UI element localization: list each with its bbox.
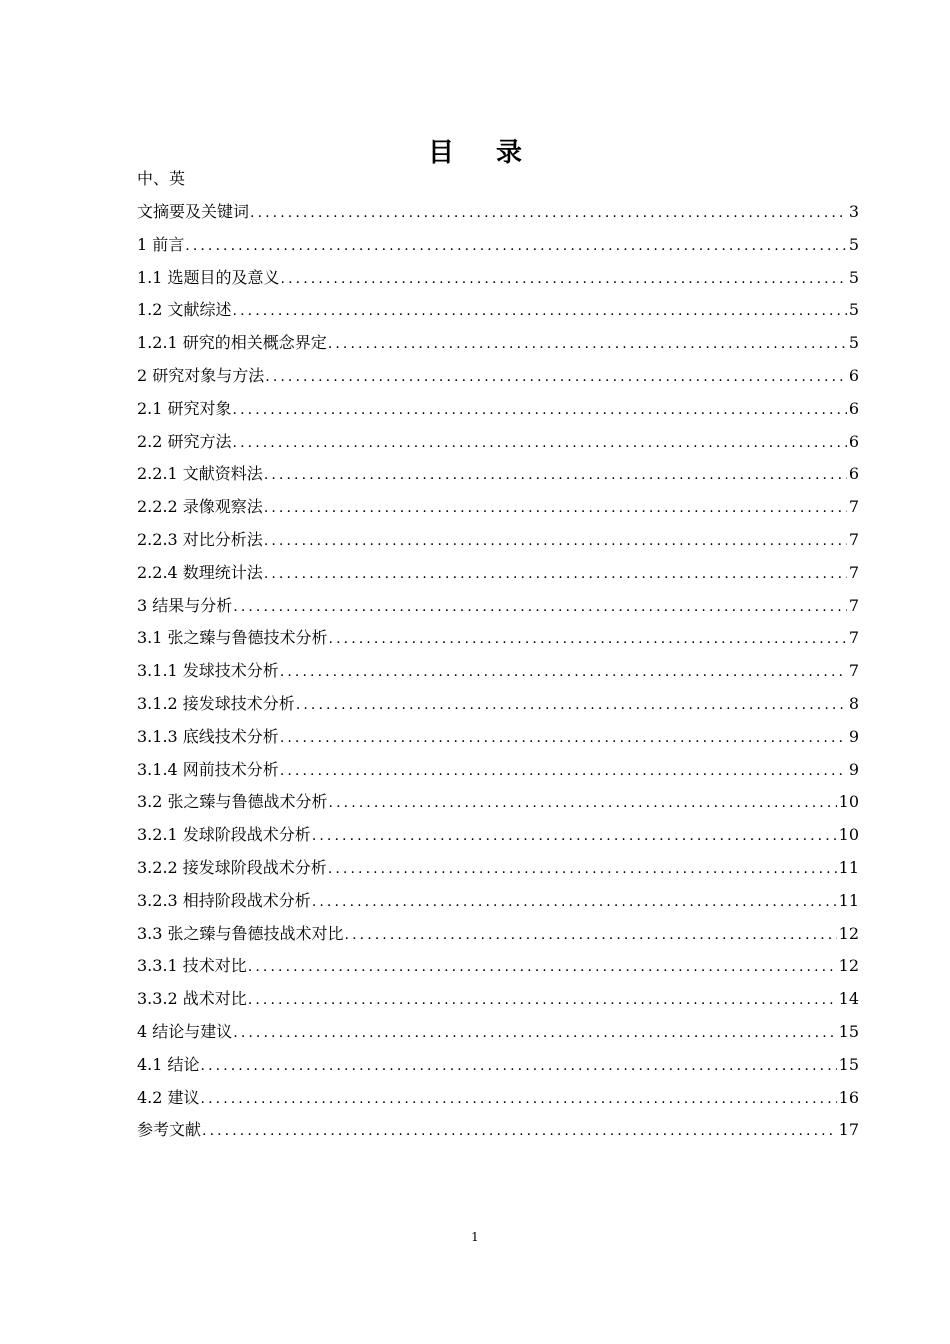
toc-dot-leader	[201, 1050, 837, 1083]
toc-entry	[137, 786, 859, 819]
toc-entry-label: 3.1.2 接发球技术分析	[137, 693, 295, 713]
toc-entry-label: 3.2.1 发球阶段战术分析	[137, 825, 311, 845]
toc-entry	[137, 950, 859, 983]
toc-dot-leader	[233, 295, 847, 328]
toc-entry-label: 2.2.1 文献资料法	[137, 464, 263, 484]
page-title: 目录	[427, 138, 564, 168]
toc-entry-label: 2 研究对象与方法	[137, 365, 265, 385]
toc-prefix-line: 中、英	[137, 169, 186, 188]
toc-entry	[137, 1049, 859, 1082]
toc-entry-page: 7	[848, 595, 859, 615]
toc-dot-leader	[280, 656, 847, 689]
toc-entry	[137, 655, 859, 688]
toc-entry-page: 9	[848, 726, 859, 746]
toc-dot-leader	[264, 492, 847, 525]
page-number: 1	[471, 1230, 479, 1244]
toc-entry	[137, 754, 859, 787]
toc-entry-label: 1.2 文献综述	[137, 300, 232, 320]
toc-entry-page: 7	[848, 562, 859, 582]
toc-entry	[137, 885, 859, 918]
toc-dot-leader	[329, 623, 847, 656]
toc-dot-leader	[280, 722, 847, 755]
toc-entry	[137, 393, 859, 426]
toc-entry-page: 7	[848, 661, 859, 681]
toc-entry-page: 16	[838, 1087, 859, 1107]
toc-entry-label: 4.1 结论	[137, 1054, 200, 1074]
toc-entry-page: 6	[848, 464, 859, 484]
toc-dot-leader	[233, 1017, 836, 1050]
toc-entry-page: 7	[848, 628, 859, 648]
toc-entry-page: 6	[848, 398, 859, 418]
toc-entry-label: 3.3 张之臻与鲁德技战术对比	[137, 923, 344, 943]
toc-entry-page: 11	[838, 890, 859, 910]
toc-dot-leader	[264, 459, 847, 492]
toc-entry	[137, 360, 859, 393]
toc-entry-page: 7	[848, 529, 859, 549]
toc-entry-page: 15	[838, 1054, 859, 1074]
toc-entry-label: 参考文献	[137, 1120, 202, 1140]
toc-entry	[137, 491, 859, 524]
toc-entry-label: 文摘要及关键词	[137, 202, 250, 221]
toc-entry	[137, 1114, 859, 1147]
toc-entry-page: 8	[848, 693, 859, 713]
toc-entry	[137, 852, 859, 885]
toc-entry-page: 7	[848, 497, 859, 517]
toc-entry	[137, 688, 859, 721]
toc-dot-leader	[248, 984, 837, 1017]
toc-entry-page: 5	[848, 267, 859, 287]
toc-entry-label: 4.2 建议	[137, 1087, 200, 1107]
toc-entry-page: 15	[838, 1021, 859, 1041]
toc-entry	[137, 262, 859, 295]
toc-dot-leader	[296, 689, 847, 722]
toc-dot-leader	[265, 361, 847, 394]
toc-dot-leader	[328, 853, 837, 886]
table-of-contents	[137, 196, 859, 1147]
toc-entry-page: 6	[848, 365, 859, 385]
toc-entry-page: 11	[838, 857, 859, 877]
toc-dot-leader	[233, 394, 847, 427]
toc-entry	[137, 721, 859, 754]
toc-entry-label: 1 前言	[137, 234, 185, 254]
toc-entry-label: 3.2.2 接发球阶段战术分析	[137, 857, 327, 877]
toc-entry	[137, 196, 859, 229]
toc-entry-label: 1.1 选题目的及意义	[137, 267, 280, 287]
toc-entry-label: 2.2.2 录像观察法	[137, 497, 263, 517]
toc-entry-page: 12	[838, 956, 859, 976]
toc-entry-label: 3 结果与分析	[137, 595, 233, 615]
toc-entry-page: 5	[848, 300, 859, 320]
toc-entry	[137, 1016, 859, 1049]
toc-entry-label: 3.2.3 相持阶段战术分析	[137, 890, 311, 910]
toc-entry-label: 3.1.1 发球技术分析	[137, 661, 279, 681]
toc-entry	[137, 557, 859, 590]
toc-dot-leader	[312, 886, 837, 919]
toc-dot-leader	[264, 525, 847, 558]
toc-entry-label: 3.2 张之臻与鲁德战术分析	[137, 792, 328, 812]
toc-dot-leader	[281, 263, 847, 296]
toc-dot-leader	[233, 427, 847, 460]
toc-entry-page: 17	[838, 1120, 859, 1140]
toc-entry-page: 14	[838, 989, 859, 1009]
toc-entry	[137, 1082, 859, 1115]
toc-entry	[137, 622, 859, 655]
toc-dot-leader	[250, 197, 847, 230]
toc-entry-page: 10	[838, 792, 859, 812]
toc-entry	[137, 983, 859, 1016]
toc-entry-label: 2.2.4 数理统计法	[137, 562, 263, 582]
toc-entry	[137, 426, 859, 459]
toc-entry-label: 3.1 张之臻与鲁德技术分析	[137, 628, 328, 648]
toc-entry-label: 3.1.3 底线技术分析	[137, 726, 279, 746]
toc-dot-leader	[248, 951, 837, 984]
toc-entry	[137, 458, 859, 491]
toc-entry-page: 3	[848, 202, 859, 221]
toc-dot-leader	[345, 919, 837, 952]
toc-entry-label: 4 结论与建议	[137, 1021, 233, 1041]
toc-entry-page: 6	[848, 431, 859, 451]
toc-dot-leader	[264, 558, 847, 591]
toc-entry	[137, 327, 859, 360]
toc-dot-leader	[201, 1083, 837, 1116]
toc-entry-label: 1.2.1 研究的相关概念界定	[137, 333, 327, 353]
toc-entry-label: 2.2.3 对比分析法	[137, 529, 263, 549]
toc-dot-leader	[185, 230, 847, 263]
toc-entry	[137, 229, 859, 262]
toc-dot-leader	[280, 755, 847, 788]
toc-dot-leader	[329, 787, 837, 820]
toc-entry	[137, 819, 859, 852]
toc-entry-label: 3.1.4 网前技术分析	[137, 759, 279, 779]
toc-dot-leader	[233, 591, 847, 624]
toc-entry	[137, 590, 859, 623]
toc-entry	[137, 918, 859, 951]
toc-entry-page: 5	[848, 234, 859, 254]
toc-entry-label: 3.3.2 战术对比	[137, 989, 247, 1009]
toc-entry-label: 2.1 研究对象	[137, 398, 232, 418]
toc-entry-label: 2.2 研究方法	[137, 431, 232, 451]
toc-entry	[137, 524, 859, 557]
toc-dot-leader	[312, 820, 837, 853]
toc-dot-leader	[328, 328, 847, 361]
toc-dot-leader	[202, 1115, 837, 1148]
toc-entry-page: 9	[848, 759, 859, 779]
toc-entry-page: 5	[848, 333, 859, 353]
toc-entry	[137, 294, 859, 327]
toc-entry-label: 3.3.1 技术对比	[137, 956, 247, 976]
toc-entry-page: 10	[838, 825, 859, 845]
toc-entry-page: 12	[838, 923, 859, 943]
